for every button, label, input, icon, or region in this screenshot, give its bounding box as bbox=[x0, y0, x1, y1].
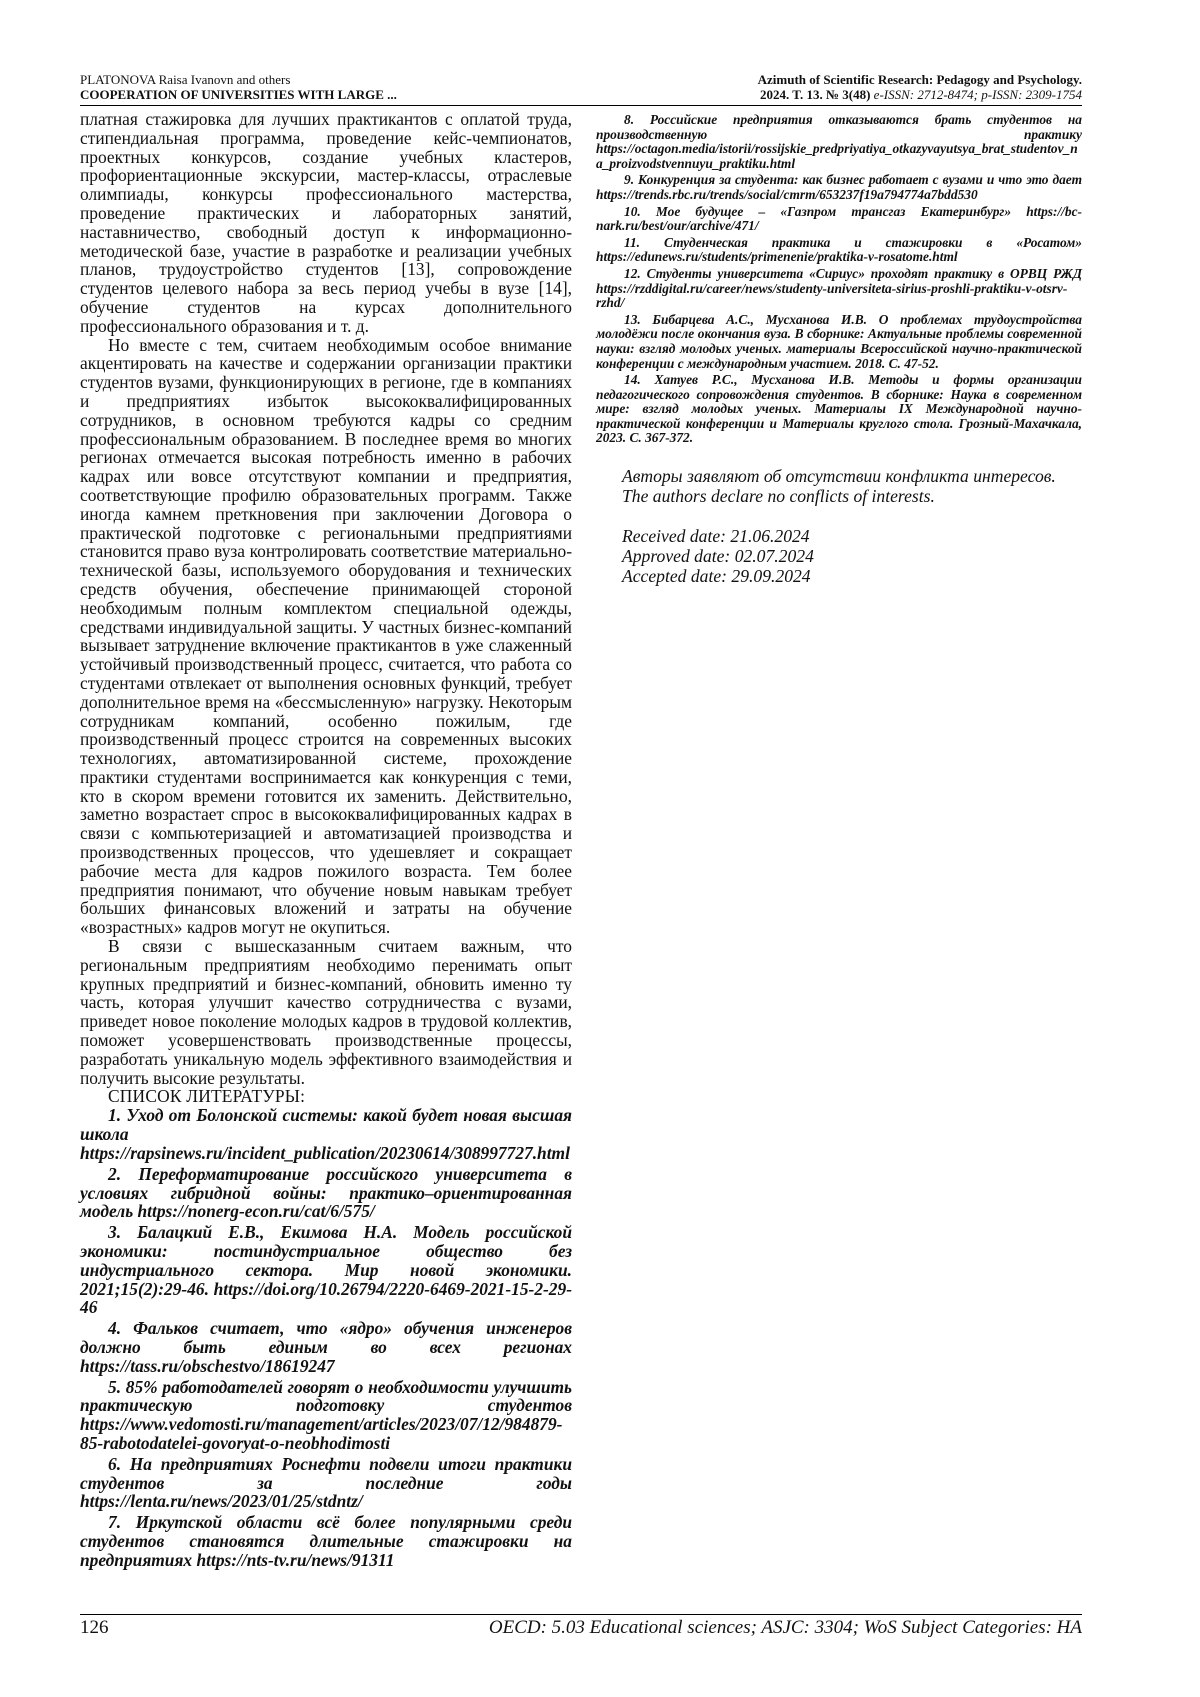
header-journal: Azimuth of Scientific Research: Pedagogy and Psychology. bbox=[757, 72, 1082, 87]
page-header bbox=[80, 72, 1082, 104]
conflict-declaration bbox=[596, 466, 1082, 506]
references-heading: СПИСОК ЛИТЕРАТУРЫ: bbox=[108, 1086, 306, 1107]
reference-item: 4. Фальков считает, что «ядро» обучения инженеров должно быть единым во всех регионах https://tass.ru/obschestvo/18619247 bbox=[80, 1318, 572, 1376]
reference-item: 6. На предприятиях Роснефти подвели итоги практики студентов за последние годы https://lenta.ru/news/2023/01/25/stdntz/ bbox=[80, 1453, 572, 1512]
accepted-date: Accepted date: 29.09.2024 bbox=[622, 566, 811, 587]
reference-item: 9. Конкуренция за студента: как бизнес работает с вузами и что это дает https://trends.rbc.ru/trends/social/cmrm/653237f19a794774a7bdd530 bbox=[596, 172, 1082, 202]
references-list-right bbox=[596, 113, 1082, 446]
header-left bbox=[80, 72, 397, 102]
body-paragraph-2: Но вместе с тем, считаем необходимым особое внимание акцентировать на качестве и содержании организации практики студентов вузами, функционирующих в регионе, где в компаниях и предприятиях избыток высококвалифицированных сотрудников, в основном требуются кадры со средним профессиональным образованием. В последнее время во многих регионах отмечается высокая потребность именно в рабочих кадрах или вовсе отсутствуют компании и предприятия, соответствующие профилю образовательных программ. Также иногда камнем преткновения при заключении Договора о практической подготовке с региональными предприятиями становится право вуза контролировать соответствие материально-технической базы, используемого оборудования и технических средств обучения, обеспечение принимающей стороной необходимым полным комплектом специальной одежды, средствами индивидуальной защиты. У частных бизнес-компаний вызывает затруднение включение практикантов в уже слаженный устойчивый производственный процесс, считается, что работа со студентами отвлекает от выполнения основных функций, требует дополнительное время на «бессмысленную» нагрузку. Некоторым сотрудникам компаний, особенно пожилым, где производственный процесс строится на современных высоких технологиях, автоматизированной системе, прохождение практики студентами воспринимается как конкуренция с теми, кто в скором времени готовится их заменить. Действительно, заметно возрастает спрос в высококвалифицированных кадрах в связи с компьютеризацией и автоматизацией производства и производственных процессов, что удешевляет и сокращает рабочие места для кадров пожилого возраста. Тем более предприятия понимают, что обучение новым навыкам требует больших финансовых вложений и затраты на обучение «возрастных» кадров могут не окупиться. bbox=[80, 334, 572, 938]
header-short-title: COOPERATION OF UNIVERSITIES WITH LARGE ... bbox=[80, 87, 397, 102]
header-author: PLATONOVA Raisa Ivanovn and others bbox=[80, 72, 291, 87]
reference-item: 10. Мое будущее – «Газпром трансгаз Екатеринбург» https://bc-nark.ru/best/our/archive/471/ bbox=[596, 203, 1082, 234]
reference-item: 2. Переформатирование российского университета в условиях гибридной войны: практико–ориентированная модель https://nonerg-econ.ru/cat/6/575/ bbox=[80, 1163, 572, 1222]
right-column bbox=[596, 113, 1082, 586]
declaration-ru: Авторы заявляют об отсутствии конфликта интересов. bbox=[622, 466, 1056, 487]
body-paragraph-3: В связи с вышесказанным считаем важным, что региональным предприятиям необходимо перенимать опыт крупных предприятий и бизнес-компаний, обновить именно ту часть, которая улучшит качество сотрудничества с вузами, приведет новое поколение молодых кадров в трудовой коллектив, поможет усовершенствовать производственные процессы, разработать уникальную модель эффективного взаимодействия и получить высокие результаты. bbox=[80, 936, 572, 1088]
reference-item: 11. Студенческая практика и стажировки в «Росатом» https://edunews.ru/students/primenenie/praktika-v-rosatome.html bbox=[596, 234, 1082, 265]
reference-item: 8. Российские предприятия отказываются брать студентов на производственную практику https://octagon.media/istorii/rossijskie_predpriyatiya_otkazyvayutsya_brat_studentov_na_proizvodstvennuyu_praktiku.html bbox=[596, 112, 1082, 171]
subject-classification: OECD: 5.03 Educational sciences; ASJC: 3304; WoS Subject Categories: HA bbox=[488, 1617, 1082, 1638]
received-date: Received date: 21.06.2024 bbox=[622, 526, 810, 547]
reference-item: 1. Уход от Болонской системы: какой будет новая высшая школа https://rapsinews.ru/incident_publication/20230614/308997727.html bbox=[80, 1105, 572, 1164]
article-dates bbox=[596, 526, 1082, 586]
header-rule bbox=[80, 105, 1082, 106]
left-column bbox=[80, 110, 572, 1570]
reference-item: 13. Бибарцева А.С., Мусханова И.В. О проблемах трудоустройства молодёжи после окончания вуза. В сборнике: Актуальные проблемы современной науки: взгляд молодых ученых. материалы Всероссийской научно-практической конференции с международным участием. 2018. С. 47-52. bbox=[596, 311, 1082, 371]
reference-item: 14. Хатуев Р.С., Мусханова И.В. Методы и формы организации педагогического сопровождения студентов. В сборнике: Наука в современном мире: взгляд молодых ученых. Материалы IX Международной научно-практической конференции и Материалы круглого стола. Грозный-Махачкала, 2023. С. 367-372. bbox=[596, 372, 1082, 446]
reference-item: 3. Балацкий Е.В., Екимова Н.А. Модель российской экономики: постиндустриальное общество без индустриального сектора. Мир новой экономики. 2021;15(2):29-46. https://doi.org/10.26794/2220-6469-2021-15-2-29-46 bbox=[80, 1222, 572, 1318]
body-paragraph-1: платная стажировка для лучших практикантов с оплатой труда, стипендиальная программа, проведение кейс-чемпионатов, проектных конкурсов, создание учебных кластеров, профориентационные экскурсии, мастер-классы, отраслевые олимпиады, конкурсы профессионального мастерства, проведение практических и лабораторных занятий, наставничество, свободный доступ к информационно-методической базе, участие в разработке и реализации учебных планов, трудоустройство студентов [13], сопровождение студентов целевого набора за весь период учебы в вузе [14], обучение студентов на курсах дополнительного профессионального образования и т. д. bbox=[80, 109, 572, 336]
page-footer bbox=[80, 1617, 1082, 1641]
footer-rule bbox=[80, 1614, 1082, 1615]
header-issn: e-ISSN: 2712-8474; p-ISSN: 2309-1754 bbox=[873, 87, 1082, 102]
approved-date: Approved date: 02.07.2024 bbox=[622, 546, 814, 567]
reference-item: 5. 85% работодателей говорят о необходимости улучшить практическую подготовку студентов https://www.vedomosti.ru/management/articles/2023/07/12/984879-85-rabotodatelei-govoryat-o-neobhodimosti bbox=[80, 1376, 572, 1453]
reference-item: 12. Студенты университета «Сириус» проходят практику в ОРВЦ РЖД https://rzddigital.ru/career/news/studenty-universiteta-sirius-proshli-praktiku-v-otsrv-rzhd/ bbox=[596, 265, 1082, 311]
page-number: 126 bbox=[80, 1617, 109, 1638]
reference-item: 7. Иркутской области всё более популярными среди студентов становятся длительные стажировки на предприятиях https://nts-tv.ru/news/91311 bbox=[80, 1512, 572, 1570]
declaration-en: The authors declare no conflicts of interests. bbox=[622, 486, 935, 507]
references-list-left bbox=[80, 1106, 572, 1569]
header-right bbox=[758, 72, 1082, 102]
header-issue: 2024. T. 13. № 3(48) bbox=[759, 87, 871, 102]
